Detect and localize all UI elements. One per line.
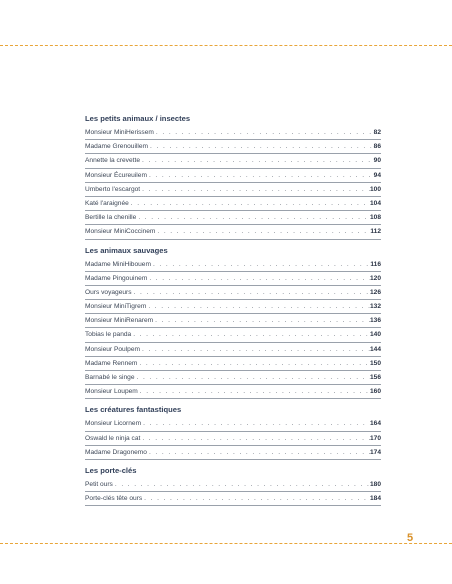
section-title: Les animaux sauvages <box>85 245 168 255</box>
entry-name: Bertille la chenille <box>85 214 137 222</box>
section-title: Les créatures fantastiques <box>85 405 182 415</box>
dot-leader <box>155 225 370 239</box>
entry-page-number: 126 <box>369 288 381 296</box>
entry-name: Porte-clés tête ours <box>85 495 143 503</box>
dot-leader <box>154 126 374 140</box>
entry-page-number: 100 <box>369 185 381 193</box>
toc-entry[interactable] <box>85 492 381 506</box>
toc-entry[interactable] <box>85 169 381 183</box>
entry-name: Madame Grenouillem <box>85 143 149 151</box>
toc-section-animaux-sauvages <box>85 245 381 400</box>
dot-leader <box>142 492 370 506</box>
toc-entry[interactable] <box>85 432 381 446</box>
toc-entry[interactable] <box>85 314 381 328</box>
dot-leader <box>136 211 370 225</box>
entry-page-number: 104 <box>369 199 381 207</box>
entry-page-number: 184 <box>369 495 381 503</box>
dot-leader <box>151 258 370 272</box>
toc-entry[interactable] <box>85 385 381 399</box>
toc-entry[interactable] <box>85 183 381 197</box>
entry-page-number: 116 <box>370 260 381 268</box>
entry-page-number: 140 <box>369 331 381 339</box>
entry-name: Ours voyageurs <box>85 288 132 296</box>
entry-name: Oswald le ninja cat <box>85 434 141 442</box>
toc-entry[interactable] <box>85 225 381 239</box>
entry-name: Madame Pingouinem <box>85 274 148 282</box>
entry-name: Monsieur Poulpem <box>85 345 140 353</box>
dot-leader <box>140 183 370 197</box>
toc-entry[interactable] <box>85 357 381 371</box>
toc-entry[interactable] <box>85 328 381 342</box>
toc-entry[interactable] <box>85 446 381 460</box>
dot-leader <box>147 446 370 460</box>
entry-name: Monsieur Licornem <box>85 420 142 428</box>
toc-entry[interactable] <box>85 300 381 314</box>
dot-leader <box>132 286 370 300</box>
entry-name: Monsieur Écureuilem <box>85 171 147 179</box>
dot-leader <box>147 272 370 286</box>
entry-page-number: 136 <box>369 317 381 325</box>
dot-leader <box>135 371 370 385</box>
section-title: Les porte-clés <box>85 465 137 475</box>
toc-entry[interactable] <box>85 154 381 168</box>
dot-leader <box>131 328 370 342</box>
entry-page-number: 120 <box>369 274 381 282</box>
entry-page-number: 94 <box>373 171 381 179</box>
toc-entry[interactable] <box>85 478 381 492</box>
toc-entry[interactable] <box>85 197 381 211</box>
dot-leader <box>113 478 370 492</box>
entry-name: Petit ours <box>85 480 113 488</box>
entry-name: Tobias le panda <box>85 331 132 339</box>
dot-leader <box>148 140 374 154</box>
toc-entry[interactable] <box>85 417 381 431</box>
entry-name: Monsieur MiniRenarem <box>85 317 154 325</box>
entry-name: Annette la crevette <box>85 157 140 165</box>
entry-name: Umberto l'escargot <box>85 185 141 193</box>
entry-page-number: 82 <box>373 129 381 136</box>
entry-name: Madame Dragonemo <box>85 448 147 456</box>
top-dashed-divider <box>0 45 452 46</box>
entry-name: Monsieur Loupem <box>85 388 138 396</box>
toc-entry[interactable] <box>85 126 381 140</box>
bottom-dashed-divider <box>0 543 452 544</box>
entry-page-number: 174 <box>369 448 381 456</box>
dot-leader <box>137 357 370 371</box>
dot-leader <box>140 432 370 446</box>
toc-section-petits-animaux <box>85 113 381 240</box>
toc-entry[interactable] <box>85 140 381 154</box>
dot-leader <box>140 154 374 168</box>
toc-entry[interactable] <box>85 371 381 385</box>
entry-name: Madame MiniHibouem <box>85 260 151 268</box>
toc-entry[interactable] <box>85 211 381 225</box>
entry-name: Madame Rennem <box>85 359 138 367</box>
entry-page-number: 90 <box>373 157 381 165</box>
section-title: Les petits animaux / insectes <box>85 114 191 123</box>
entry-page-number: 170 <box>369 434 381 442</box>
entry-page-number: 156 <box>369 374 381 381</box>
toc-entry[interactable] <box>85 286 381 300</box>
table-of-contents <box>85 113 381 511</box>
dot-leader <box>147 169 374 183</box>
entry-page-number: 150 <box>369 359 381 367</box>
dot-leader <box>146 300 370 314</box>
toc-section-creatures-fantastiques <box>85 404 381 460</box>
entry-page-number: 164 <box>369 420 381 428</box>
dot-leader <box>141 417 370 431</box>
dot-leader <box>129 197 370 211</box>
entry-name: Barnabé le singe <box>85 374 135 381</box>
toc-entry[interactable] <box>85 272 381 286</box>
entry-name: Monsieur MiniHerissem <box>85 129 154 136</box>
dot-leader <box>140 343 370 357</box>
toc-section-porte-cles <box>85 465 381 506</box>
page-number: 5 <box>407 532 414 544</box>
entry-name: Katé l'araignée <box>85 199 129 207</box>
toc-entry[interactable] <box>85 343 381 357</box>
entry-page-number: 144 <box>369 345 381 353</box>
entry-page-number: 132 <box>369 303 381 311</box>
toc-entry[interactable] <box>85 258 381 272</box>
dot-leader <box>153 314 370 328</box>
entry-page-number: 86 <box>373 143 381 151</box>
entry-page-number: 160 <box>369 388 381 396</box>
entry-page-number: 180 <box>369 480 381 488</box>
entry-page-number: 112 <box>370 228 381 236</box>
entry-name: Monsieur MiniCoccinem <box>85 228 156 236</box>
dot-leader <box>138 385 370 399</box>
entry-page-number: 108 <box>369 214 381 222</box>
entry-name: Monsieur MiniTigrem <box>85 303 147 311</box>
